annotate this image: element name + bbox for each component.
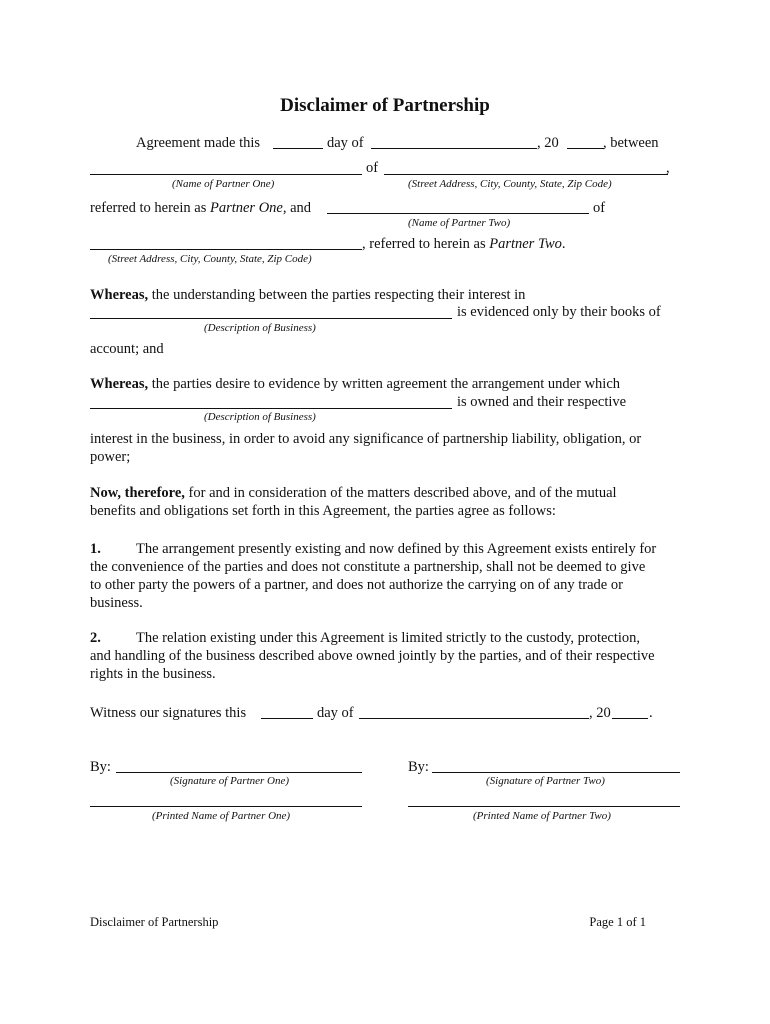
whereas-two-after-blank: is owned and their respective: [457, 394, 627, 410]
whereas-one-end: account; and: [90, 341, 164, 357]
witness-day-of: day of: [317, 705, 354, 721]
whereas-two-bold: Whereas,: [90, 376, 149, 392]
partner-one-comma: ,: [666, 160, 670, 176]
by-right-label: By:: [408, 759, 429, 775]
whereas-two-text: the parties desire to evidence by written agreement the arrangement under which: [148, 376, 620, 392]
clause-one-line4: business.: [90, 595, 143, 611]
agreement-day-blank[interactable]: [273, 148, 323, 149]
whereas-one-line: [90, 286, 525, 304]
clause-two-line3: rights in the business.: [90, 666, 216, 682]
referred-partner-two: [362, 235, 566, 253]
clause-two-line1: The relation existing under this Agreement is limited strictly to the custody, protection,: [136, 630, 641, 646]
partner-two-name-caption: (Name of Partner Two): [408, 217, 511, 229]
partner-two-label: Partner Two: [489, 236, 562, 252]
partner-one-name-caption: (Name of Partner One): [172, 178, 275, 190]
whereas-two-caption: (Description of Business): [204, 411, 316, 423]
agreement-month-blank[interactable]: [371, 148, 537, 149]
and-text: and: [286, 200, 312, 216]
printed-name-partner-two-caption: (Printed Name of Partner Two): [473, 810, 611, 822]
whereas-one-bold: Whereas,: [90, 287, 149, 303]
period-text: .: [561, 236, 566, 252]
partner-two-name-blank[interactable]: [327, 213, 589, 214]
whereas-two-line2: power;: [90, 449, 131, 465]
clause-one-line3: to other party the powers of a partner, and does not authorize the carrying on of any trade or: [90, 577, 623, 593]
printed-name-partner-two-blank[interactable]: [408, 806, 680, 807]
referred-partner-one: [90, 199, 311, 217]
agreement-between: , between: [603, 135, 659, 151]
partner-one-of: of: [366, 160, 379, 176]
signature-partner-one-caption: (Signature of Partner One): [170, 775, 290, 787]
witness-period: .: [649, 705, 653, 721]
whereas-two-line: [90, 375, 620, 393]
clause-one-line2: the convenience of the parties and does not constitute a partnership, shall not be deemed to give: [90, 559, 646, 575]
referred-prefix-text: referred to herein as: [90, 200, 210, 216]
partner-one-name-blank[interactable]: [90, 174, 362, 175]
agreement-year-blank[interactable]: [567, 148, 604, 149]
clause-one-line1: The arrangement presently existing and now defined by this Agreement exists entirely for: [136, 541, 657, 557]
signature-partner-two-caption: (Signature of Partner Two): [486, 775, 605, 787]
now-therefore-bold: Now, therefore,: [90, 485, 185, 501]
document-title: Disclaimer of Partnership: [280, 95, 490, 116]
witness-text: Witness our signatures this: [90, 705, 247, 721]
footer-document-name: Disclaimer of Partnership: [90, 915, 219, 929]
referred-two-prefix-text: , referred to herein as: [362, 236, 490, 252]
witness-year-prefix: , 20: [589, 705, 611, 721]
signature-partner-one-blank[interactable]: [116, 772, 362, 773]
whereas-one-after-blank: is evidenced only by their books of: [457, 304, 661, 320]
partner-two-address-caption: (Street Address, City, County, State, Zip Code): [108, 253, 312, 265]
printed-name-partner-one-blank[interactable]: [90, 806, 362, 807]
whereas-one-business-blank[interactable]: [90, 318, 452, 319]
now-therefore-text: for and in consideration of the matters described above, and of the mutual: [184, 485, 617, 501]
clause-two-number: 2.: [90, 630, 101, 646]
by-left-label: By:: [90, 759, 111, 775]
whereas-two-business-blank[interactable]: [90, 408, 452, 409]
footer-page-number: Page 1 of 1: [589, 915, 646, 929]
witness-year-blank[interactable]: [612, 718, 648, 719]
partner-one-address-blank[interactable]: [384, 174, 668, 175]
partner-two-address-blank[interactable]: [90, 249, 362, 250]
partner-one-label: Partner One,: [209, 200, 287, 216]
clause-two-line2: and handling of the business described above owned jointly by the parties, and of their respective: [90, 648, 655, 664]
agreement-day-of: day of: [327, 135, 364, 151]
partner-two-of: of: [593, 200, 606, 216]
now-therefore-line1: [90, 484, 617, 502]
witness-month-blank[interactable]: [359, 718, 589, 719]
whereas-one-caption: (Description of Business): [204, 322, 316, 334]
clause-one-number: 1.: [90, 541, 101, 557]
signature-partner-two-blank[interactable]: [432, 772, 680, 773]
now-therefore-line2: benefits and obligations set forth in this Agreement, the parties agree as follows:: [90, 503, 556, 519]
whereas-two-line1: interest in the business, in order to avoid any significance of partnership liability, obligation, or: [90, 431, 642, 447]
printed-name-partner-one-caption: (Printed Name of Partner One): [152, 810, 291, 822]
agreement-made-this: Agreement made this: [136, 135, 261, 151]
whereas-one-text: the understanding between the parties respecting their interest in: [148, 287, 526, 303]
witness-day-blank[interactable]: [261, 718, 313, 719]
partner-one-address-caption: (Street Address, City, County, State, Zip Code): [408, 178, 612, 190]
agreement-year-prefix: , 20: [537, 135, 559, 151]
